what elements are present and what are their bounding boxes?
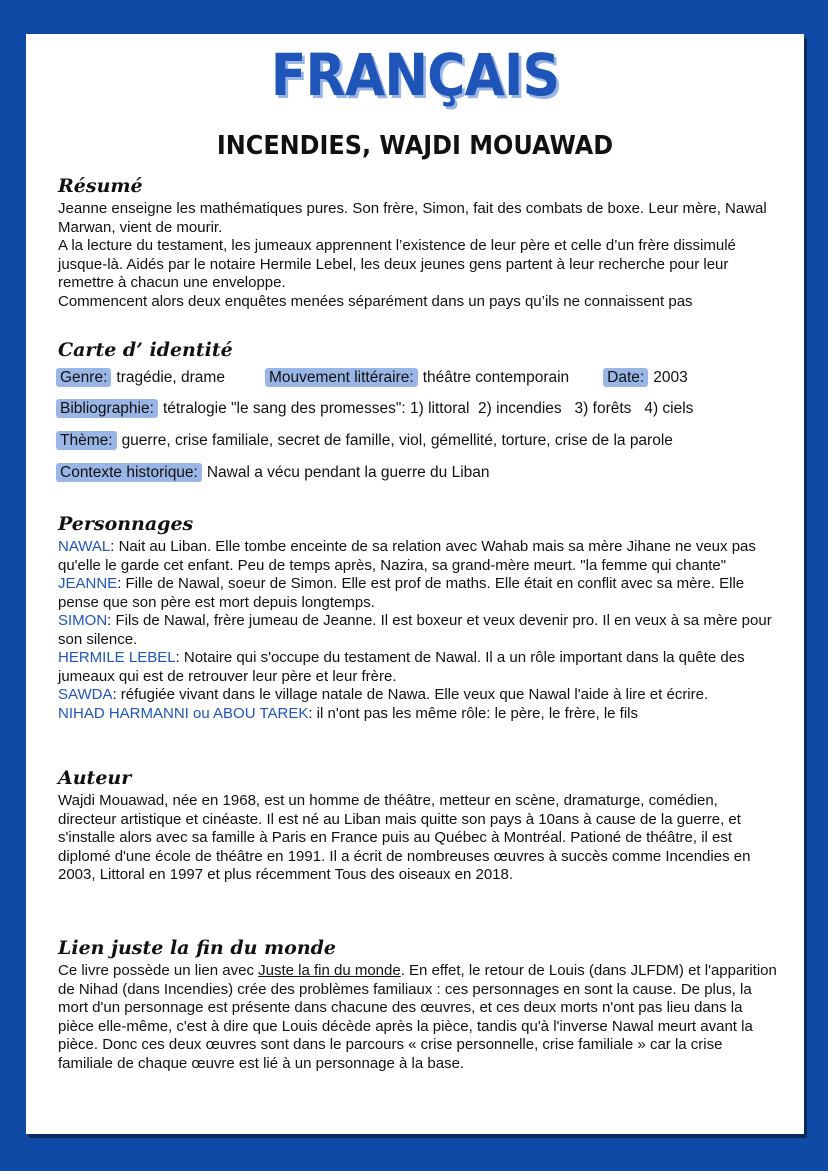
- personnages-heading: Personnages: [58, 513, 194, 535]
- identite-row-biblio: [56, 398, 693, 420]
- resume-text: [58, 200, 778, 311]
- list-item: [58, 649, 778, 686]
- biblio-label: Bibliographie:: [56, 399, 158, 418]
- auteur-text: [58, 792, 778, 885]
- character-name: NAWAL: [58, 538, 111, 555]
- character-name: SAWDA: [58, 686, 113, 703]
- contexte-label: Contexte historique:: [56, 463, 202, 482]
- character-description: : Fils de Nawal, frère jumeau de Jeanne. Il est boxeur et veux devenir pro. Il en veux à sa mère pour son silence.: [58, 612, 772, 648]
- list-item: [58, 575, 778, 612]
- mouvement-value: théâtre contemporain: [422, 369, 570, 386]
- resume-paragraph: Commencent alors deux enquêtes menées séparément dans un pays qu’ils ne connaissent pas: [58, 292, 693, 310]
- page-subtitle: INCENDIES, WAJDI MOUAWAD: [216, 131, 614, 161]
- book-reference-link: Juste la fin du monde: [258, 962, 401, 979]
- biblio-value: tétralogie "le sang des promesses": 1) littoral 2) incendies 3) forêts 4) ciels: [162, 400, 694, 417]
- identite-row-theme: [56, 430, 673, 452]
- lien-paragraph: [58, 962, 778, 1073]
- date-label: Date:: [603, 368, 648, 387]
- character-description: : réfugiée vivant dans le village natale de Nawa. Elle veux que Nawal l'aide à lire et écrire.: [112, 686, 709, 703]
- identite-row-genre: [56, 367, 688, 389]
- character-name: HERMILE LEBEL: [58, 649, 176, 666]
- list-item: [58, 705, 778, 724]
- character-name: NIHAD HARMANNI ou ABOU TAREK: [58, 704, 309, 722]
- theme-value: guerre, crise familiale, secret de famille, viol, gémellité, torture, crise de la parole: [121, 432, 673, 449]
- list-item: [58, 538, 778, 575]
- date-value: 2003: [653, 369, 688, 386]
- personnages-list: [58, 538, 778, 723]
- auteur-paragraph: Wajdi Mouawad, née en 1968, est un homme de théâtre, metteur en scène, dramaturge, comédien, directeur artistique et cinéaste. Il est né au Liban mais quitte son pays à 10ans à cause de la guerre, et s'installe alors avec sa famille à Paris en France puis au Québec à Montréal. Pationé de théâtre, il est diplomé d'une école de théâtre en 1991. Il a écrit de nombreuses œuvres à succès comme Incendies en 2003, Littoral en 1997 et plus récemment Tous des oiseaux en 2018.: [58, 792, 751, 883]
- identite-row-contexte: [56, 462, 490, 484]
- document-page: [26, 34, 804, 1134]
- character-description: : Notaire qui s'occupe du testament de Nawal. Il a un rôle important dans la quête des jumeaux qui est de retrouver leur père et leur frère.: [58, 649, 745, 685]
- character-name: SIMON: [58, 612, 108, 629]
- lien-text-after: . En effet, le retour de Louis (dans JLFDM) et l'apparition de Nihad (dans Incendies) crée des problèmes familiaux : ces personnages en sont la cause. De plus, la mort d'un personnage est présente dans chacune des œuvres, et ces deux morts n'ont pas lieu dans la pièce elle-même, c'est à dire que Louis décède après la pièce, tandis qu'à l'inverse Nawal meurt avant la pièce. Donc ces deux œuvres sont dans le parcours « crise personnelle, crise familiale » car la crise familiale de chaque œuvre est lié à un personnage à la base.: [58, 962, 777, 1072]
- identite-heading: Carte d’ identité: [58, 339, 233, 361]
- resume-paragraph: Jeanne enseigne les mathématiques pures. Son frère, Simon, fait des combats de boxe. Leur mère, Nawal Marwan, vient de mourir.: [58, 200, 767, 236]
- resume-paragraph: A la lecture du testament, les jumeaux apprennent l’existence de leur père et celle d’un frère dissimulé jusque-là. Aidés par le notaire Hermile Lebel, les deux jeunes gens partent à leur recherche pour leur remettre à chacun une enveloppe.: [58, 237, 736, 291]
- character-name: JEANNE: [58, 575, 118, 592]
- genre-label: Genre:: [56, 368, 111, 387]
- character-description: : il n'ont pas les même rôle: le père, le frère, le fils: [308, 704, 639, 722]
- page-title: FRANÇAIS: [270, 41, 560, 109]
- character-description: : Fille de Nawal, soeur de Simon. Elle est prof de maths. Elle était en conflit avec sa mère. Elle pense que son père est mort depuis longtemps.: [58, 575, 745, 611]
- list-item: [58, 612, 778, 649]
- lien-text-before: Ce livre possède un lien avec: [58, 962, 259, 979]
- list-item: [58, 686, 778, 705]
- lien-text: [58, 962, 778, 1073]
- resume-heading: Résumé: [58, 175, 143, 197]
- lien-heading: Lien juste la fin du monde: [58, 937, 337, 959]
- auteur-heading: Auteur: [58, 767, 132, 789]
- character-description: : Nait au Liban. Elle tombe enceinte de sa relation avec Wahab mais sa mère Jihane ne veux pas qu'elle le garde cet enfant. Peu de temps après, Nazira, sa grand-mère meurt. "la femme qui chante": [58, 538, 756, 574]
- genre-value: tragédie, drame: [116, 369, 225, 386]
- contexte-value: Nawal a vécu pendant la guerre du Liban: [206, 464, 490, 481]
- mouvement-label: Mouvement littéraire:: [265, 368, 418, 387]
- theme-label: Thème:: [56, 431, 117, 450]
